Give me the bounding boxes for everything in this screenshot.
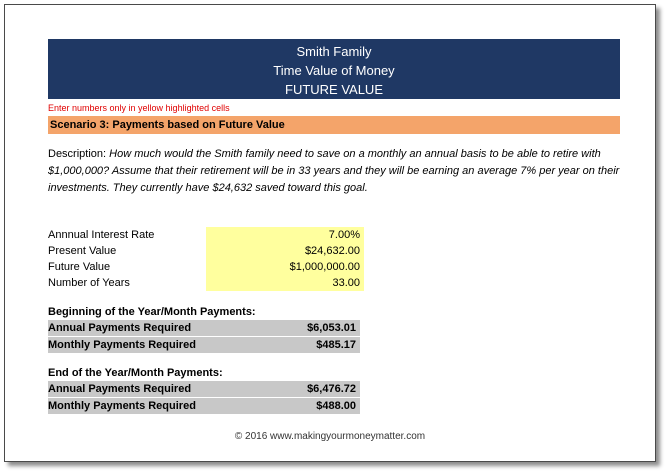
- beginning-payments-title: Beginning of the Year/Month Payments:: [48, 306, 256, 318]
- present-value-cell[interactable]: $24,632.00: [206, 243, 364, 259]
- future-value-cell[interactable]: $1,000,000.00: [206, 259, 364, 275]
- interest-rate-cell[interactable]: 7.00%: [206, 227, 364, 243]
- scenario-heading: Scenario 3: Payments based on Future Value: [48, 116, 620, 134]
- worksheet: [4, 4, 656, 462]
- table-row: [48, 398, 360, 414]
- result-value: $6,476.72: [307, 383, 356, 395]
- worksheet-subtitle: FUTURE VALUE: [285, 82, 383, 97]
- worksheet-title: Time Value of Money: [273, 63, 395, 78]
- input-label: Number of Years: [48, 277, 130, 289]
- result-label: Annual Payments Required: [48, 383, 192, 395]
- description-lead: Description:: [48, 148, 107, 160]
- result-label: Monthly Payments Required: [48, 339, 196, 351]
- title-banner: [48, 39, 620, 99]
- years-cell[interactable]: 33.00: [206, 275, 364, 291]
- input-label: Annnual Interest Rate: [48, 229, 155, 241]
- beginning-payments-table: [48, 320, 360, 353]
- description: [48, 146, 620, 197]
- input-row-years: [48, 275, 368, 291]
- input-row-interest-rate: [48, 227, 368, 243]
- result-value: $488.00: [316, 400, 356, 412]
- table-row: [48, 337, 360, 353]
- result-value: $6,053.01: [307, 322, 356, 334]
- result-value: $485.17: [316, 339, 356, 351]
- copyright-footer: © 2016 www.makingyourmoneymatter.com: [234, 431, 426, 442]
- family-name: Smith Family: [296, 44, 372, 59]
- table-row: [48, 320, 360, 336]
- input-table: [48, 227, 368, 291]
- end-payments-title: End of the Year/Month Payments:: [48, 367, 223, 379]
- end-payments-table: [48, 381, 360, 414]
- input-row-future-value: [48, 259, 368, 275]
- result-label: Annual Payments Required: [48, 322, 192, 334]
- input-row-present-value: [48, 243, 368, 259]
- result-label: Monthly Payments Required: [48, 400, 196, 412]
- input-label: Present Value: [48, 245, 117, 257]
- table-row: [48, 381, 360, 397]
- instruction-note: Enter numbers only in yellow highlighted cells: [48, 103, 230, 113]
- description-body: How much would the Smith family need to save on a monthly an annual basis to be able to retire with $1,000,000? Assume that their retirement will be in 33 years and they will be earning an average 7% per year on their investments. They currently have $24,632 saved toward this goal.: [48, 148, 620, 194]
- input-label: Future Value: [48, 261, 111, 273]
